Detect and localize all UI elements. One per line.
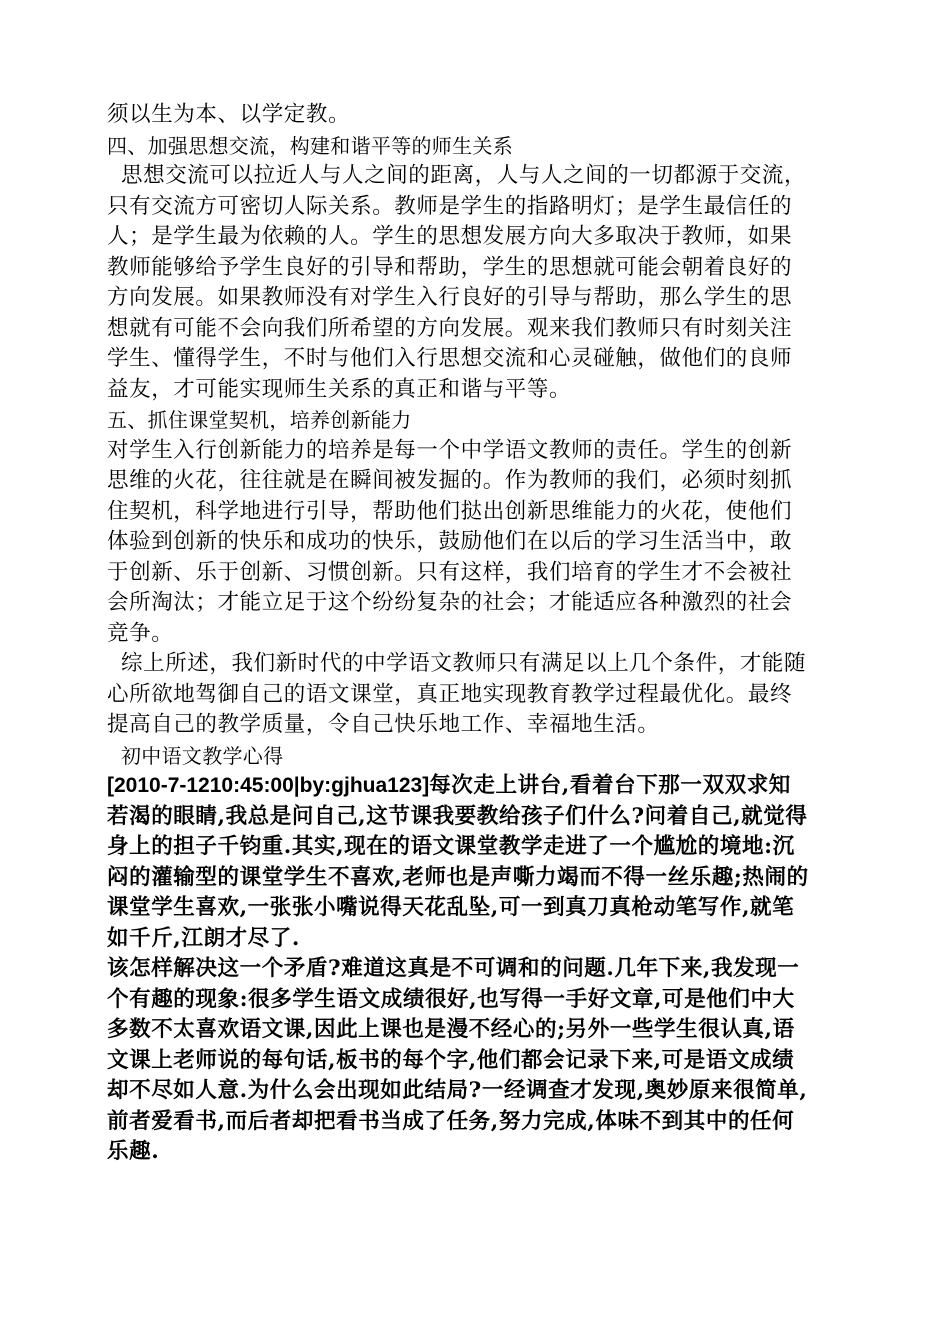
section-heading-5: 五、抓住课堂契机，培养创新能力 bbox=[107, 408, 412, 432]
paragraph-line: 学生、懂得学生，不时与他们入行思想交流和心灵碰触，做他们的良师 bbox=[107, 346, 793, 371]
article-first-line-text: 每次走上讲台,看着台下那一双双求知 bbox=[429, 773, 791, 798]
article-timestamp: [2010-7-1210:45:00|by:gjhua123] bbox=[107, 774, 430, 797]
paragraph-line: 教师能够给予学生良好的引导和帮助，学生的思想就可能会朝着良好的 bbox=[107, 254, 793, 280]
paragraph-line: 会所淘汰；才能立足于这个纷纷复杂的社会；才能适应各种激烈的社会 bbox=[107, 590, 793, 615]
article-line: 如千斤,江朗才尽了. bbox=[107, 925, 300, 951]
article-line: 身上的担子千钧重.其实,现在的语文课堂教学走进了一个尴尬的境地:沉 bbox=[107, 834, 795, 859]
document-body bbox=[107, 100, 852, 1168]
article-line: 前者爱看书,而后者却把看书当成了任务,努力完成,体味不到其中的任何 bbox=[107, 1108, 795, 1134]
paragraph-line: 竞争。 bbox=[107, 620, 174, 646]
paragraph-line: 住契机，科学地进行引导，帮助他们挞出创新思维能力的火花，使他们 bbox=[107, 498, 793, 524]
article-line: 若渴的眼睛,我总是问自己,这节课我要教给孩子们什么?问着自己,就觉得 bbox=[107, 803, 808, 829]
article-line: 文课上老师说的每句话,板书的每个字,他们都会记录下来,可是语文成绩 bbox=[107, 1047, 795, 1073]
paragraph-line: 心所欲地驾御自己的语文课堂，真正地实现教育教学过程最优化。最终 bbox=[107, 681, 793, 707]
paragraph-line: 益友，才可能实现师生关系的真正和谐与平等。 bbox=[107, 376, 572, 402]
article-title: 初中语文教学心得 bbox=[121, 743, 284, 768]
article-line: 个有趣的现象:很多学生语文成绩很好,也写得一手好文章,可是他们中大 bbox=[107, 986, 795, 1012]
paragraph-line: 只有交流方可密切人际关系。教师是学生的指路明灯；是学生最信任的 bbox=[107, 193, 793, 219]
paragraph-line: 提高自己的教学质量，令自己快乐地工作、幸福地生活。 bbox=[107, 712, 660, 737]
paragraph-line: 综上所述，我们新时代的中学语文教师只有满足以上几个条件，才能随 bbox=[121, 651, 807, 676]
paragraph-line: 对学生入行创新能力的培养是每一个中学语文教师的责任。学生的创新 bbox=[107, 437, 793, 463]
paragraph-line: 体验到创新的快乐和成功的快乐，鼓励他们在以后的学习生活当中，敢 bbox=[107, 529, 793, 554]
paragraph-line: 于创新、乐于创新、习惯创新。只有这样，我们培育的学生才不会被社 bbox=[107, 559, 793, 585]
paragraph-line: 方向发展。如果教师没有对学生入行良好的引导与帮助，那么学生的思 bbox=[107, 285, 793, 310]
article-line: 该怎样解决这一个矛盾?难道这真是不可调和的问题.几年下来,我发现一 bbox=[107, 956, 800, 981]
article-line: 闷的灌输型的课堂学生不喜欢,老师也是声嘶力竭而不得一丝乐趣;热闹的 bbox=[107, 864, 809, 890]
article-line: 却不尽如人意.为什么会出现如此结局?一经调查才发现,奥妙原来很简单, bbox=[107, 1078, 808, 1103]
article-line: 乐趣. bbox=[107, 1139, 160, 1164]
section-heading-4: 四、加强思想交流，构建和谐平等的师生关系 bbox=[107, 133, 513, 158]
paragraph-line: 须以生为本、以学定教。 bbox=[107, 102, 351, 127]
paragraph-line: 人；是学生最为依赖的人。学生的思想发展方向大多取决于教师，如果 bbox=[107, 224, 793, 249]
article-line: 多数不太喜欢语文课,因此上课也是漫不经心的;另外一些学生很认真,语 bbox=[107, 1017, 795, 1042]
paragraph-line: 想就有可能不会向我们所希望的方向发展。观来我们教师只有时刻关注 bbox=[107, 315, 793, 341]
paragraph-line: 思想交流可以拉近人与人之间的距离，人与人之间的一切都源于交流， bbox=[121, 163, 807, 188]
article-line: 课堂学生喜欢,一张张小嘴说得天花乱坠,可一到真刀真枪动笔写作,就笔 bbox=[107, 895, 795, 920]
article-first-line bbox=[107, 771, 852, 802]
paragraph-line: 思维的火花，往往就是在瞬间被发掘的。作为教师的我们，必须时刻抓 bbox=[107, 468, 793, 493]
